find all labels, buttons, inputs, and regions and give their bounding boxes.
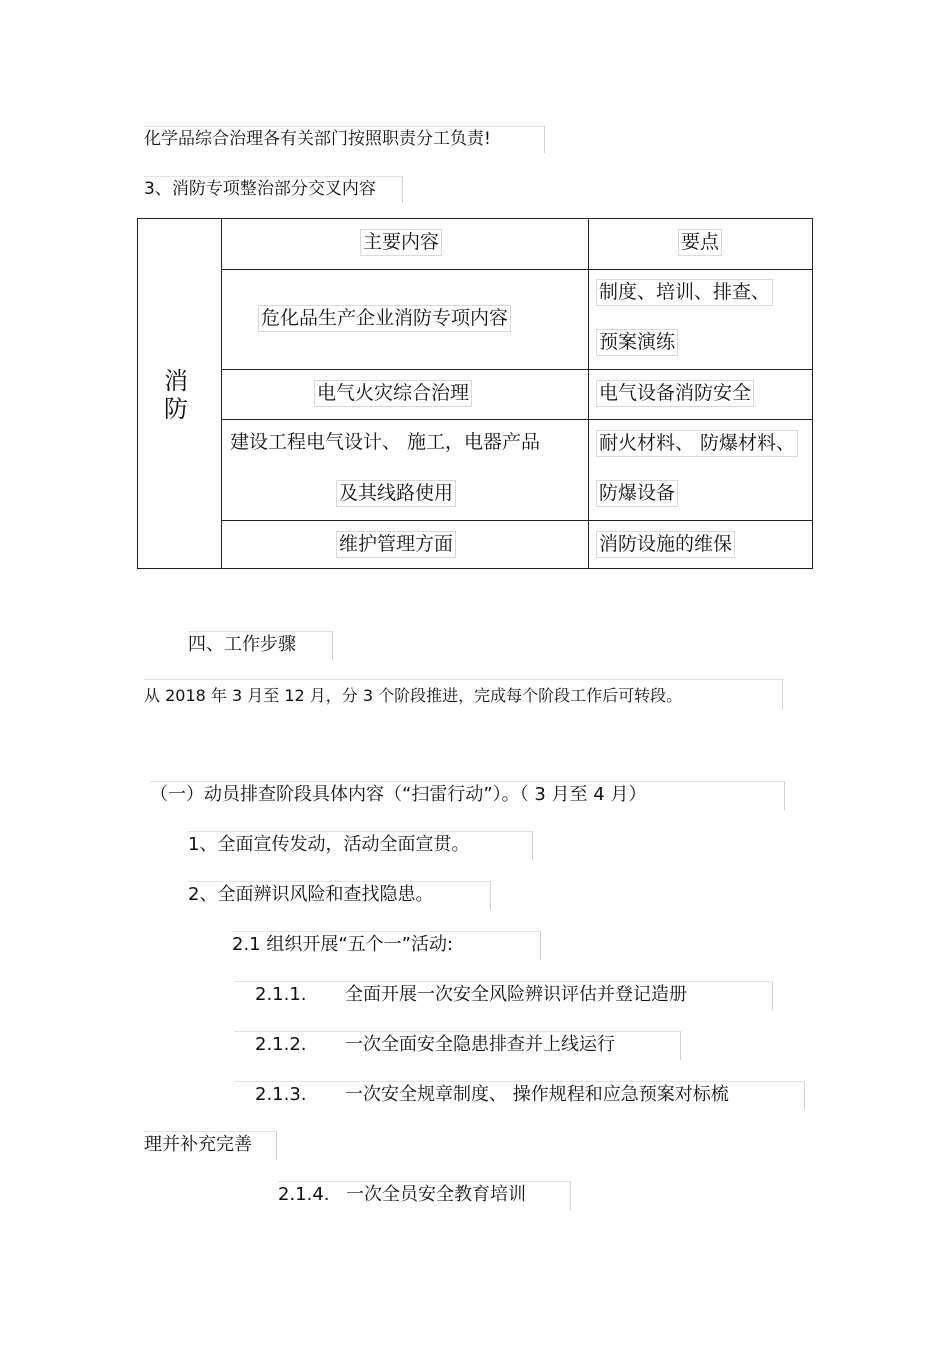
phase-1-title: （一）动员排查阶段具体内容（“扫雷行动”）。（ 3 月至 4 月） xyxy=(150,781,785,810)
sub-item-number: 2.1.2. xyxy=(255,1034,307,1055)
row3-content-line2: 及其线路使用 xyxy=(336,480,456,507)
sub-item-2-1-2 xyxy=(234,1031,681,1060)
sub-item-text: 全面开展一次安全风险辨识评估并登记造册 xyxy=(345,984,687,1005)
fire-cross-content-table xyxy=(137,218,813,569)
side-label-fang: 防 xyxy=(164,395,188,423)
row1-content: 危化品生产企业消防专项内容 xyxy=(258,305,511,332)
intro-line: 化学品综合治理各有关部门按照职责分工负责! xyxy=(144,126,545,153)
row2-content: 电气火灾综合治理 xyxy=(314,380,472,407)
row4-points: 消防设施的维保 xyxy=(596,531,735,558)
sub-item-text: 一次安全规章制度、 操作规程和应急预案对标梳 xyxy=(345,1084,729,1105)
row2-points: 电气设备消防安全 xyxy=(596,380,754,407)
sub-item-number: 2.1.4. xyxy=(278,1184,330,1205)
row4-content: 维护管理方面 xyxy=(336,531,456,558)
sub-item-2-1-3-continuation: 理并补充完善 xyxy=(144,1131,277,1160)
sub-item-2-1-3 xyxy=(234,1081,805,1110)
sub-item-text: 一次全员安全教育培训 xyxy=(346,1184,526,1205)
row3-content-line1: 建设工程电气设计、 施工，电器产品 xyxy=(230,431,541,453)
header-main-content: 主要内容 xyxy=(360,229,442,256)
sub-item-2-1-4 xyxy=(278,1181,571,1210)
header-key-points: 要点 xyxy=(678,229,722,256)
row1-points-line2: 预案演练 xyxy=(596,329,678,356)
schedule-line: 从 2018 年 3 月至 12 月，分 3 个阶段推进，完成每个阶段工作后可转段。 xyxy=(144,679,783,709)
item-2: 2、全面辨识风险和查找隐患。 xyxy=(188,881,491,910)
side-label-xiao: 消 xyxy=(164,367,188,395)
sub-item-2-1-1 xyxy=(234,981,773,1010)
row1-points-line1: 制度、培训、排查、 xyxy=(596,279,773,306)
section-3-title: 3、消防专项整治部分交叉内容 xyxy=(144,176,403,203)
item-2-1: 2.1 组织开展“五个一”活动: xyxy=(232,931,541,960)
sub-item-text: 一次全面安全隐患排查并上线运行 xyxy=(345,1034,615,1055)
row3-points-line1: 耐火材料、 防爆材料、 xyxy=(596,430,798,457)
item-1: 1、全面宣传发动，活动全面宣贯。 xyxy=(188,831,533,860)
row3-points-line2: 防爆设备 xyxy=(596,480,678,507)
section-4-title: 四、工作步骤 xyxy=(188,631,333,660)
sub-item-number: 2.1.1. xyxy=(255,984,307,1005)
sub-item-number: 2.1.3. xyxy=(255,1084,307,1105)
